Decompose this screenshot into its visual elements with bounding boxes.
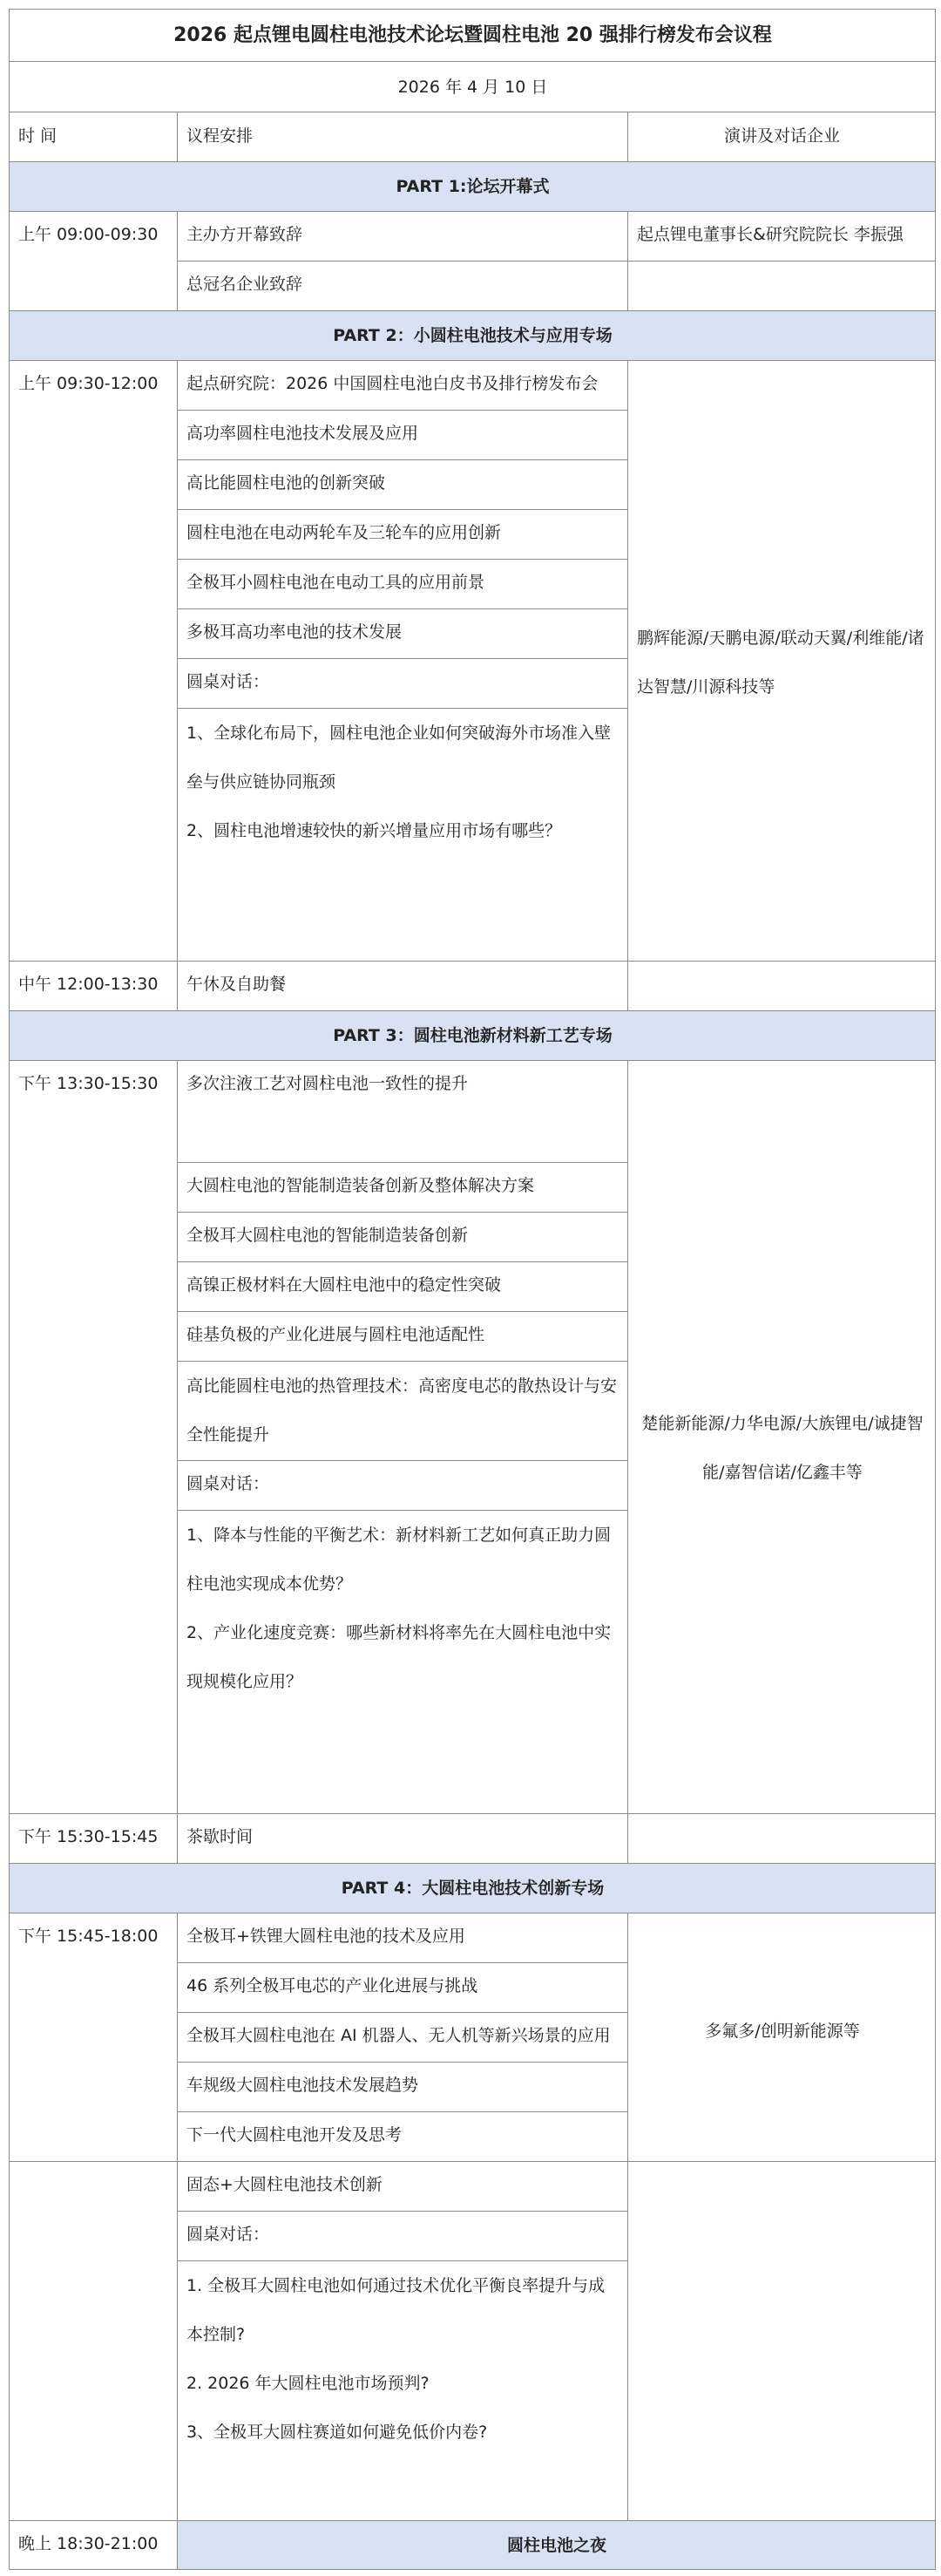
empty-cell [627, 2161, 936, 2520]
part4-title: PART 4：大圆柱电池技术创新专场 [9, 1863, 936, 1913]
part1-title: PART 1:论坛开幕式 [9, 161, 936, 211]
agenda-item: 全极耳小圆柱电池在电动工具的应用前景 [177, 559, 627, 608]
agenda-item: 起点研究院：2026 中国圆柱电池白皮书及排行榜发布会 [177, 360, 627, 410]
agenda-item: 固态+大圆柱电池技术创新 [177, 2161, 627, 2211]
roundtable-question: 2. 2026 年大圆柱电池市场预判? [186, 2374, 430, 2393]
roundtable-label: 圆桌对话： [177, 2211, 627, 2260]
header-speakers: 演讲及对话企业 [627, 112, 936, 161]
agenda-item: 高镍正极材料在大圆柱电池中的稳定性突破 [177, 1261, 627, 1311]
agenda-item: 大圆柱电池的智能制造装备创新及整体解决方案 [177, 1162, 627, 1212]
evening-label: 圆柱电池之夜 [177, 2520, 936, 2570]
agenda-item: 主办方开幕致辞 [177, 211, 627, 261]
roundtable-label: 圆桌对话： [177, 1460, 627, 1510]
header-time: 时 间 [9, 112, 177, 161]
part3-speakers: 楚能新能源/力华电源/大族锂电/诚捷智能/嘉智信诺/亿鑫丰等 [641, 1414, 924, 1482]
empty-cell [627, 961, 936, 1010]
roundtable-label: 圆桌对话： [177, 658, 627, 708]
empty-cell [627, 261, 936, 310]
agenda-item: 下一代大圆柱电池开发及思考 [177, 2111, 627, 2161]
tea-time: 下午 15:30-15:45 [9, 1813, 177, 1863]
part2-speakers: 鹏辉能源/天鹏电源/联动天翼/利维能/诸达智慧/川源科技等 [637, 629, 924, 697]
roundtable-question: 3、全极耳大圆柱赛道如何避免低价内卷? [186, 2423, 488, 2442]
roundtable-questions [177, 708, 627, 961]
header-agenda: 议程安排 [177, 112, 627, 161]
roundtable-question: 1. 全极耳大圆柱电池如何通过技术优化平衡良率提升与成本控制? [186, 2276, 606, 2344]
agenda-item: 全极耳+铁锂大圆柱电池的技术及应用 [177, 1913, 627, 1962]
agenda-item: 46 系列全极耳电芯的产业化进展与挑战 [177, 1962, 627, 2012]
roundtable-question: 1、全球化布局下，圆柱电池企业如何突破海外市场准入壁垒与供应链协同瓶颈 [186, 724, 612, 792]
part3-title: PART 3：圆柱电池新材料新工艺专场 [9, 1010, 936, 1060]
agenda-item: 多次注液工艺对圆柱电池一致性的提升 [177, 1060, 627, 1162]
part4-speakers-cell [627, 1913, 936, 2161]
roundtable-question: 2、产业化速度竞赛：哪些新材料将率先在大圆柱电池中实现规模化应用？ [186, 1623, 612, 1691]
agenda-item: 高功率圆柱电池技术发展及应用 [177, 410, 627, 459]
roundtable-questions [177, 1510, 627, 1813]
agenda-item: 高比能圆柱电池的创新突破 [177, 459, 627, 509]
part4-speakers: 多氟多/创明新能源等 [705, 2022, 860, 2041]
lunch-time: 中午 12:00-13:30 [9, 961, 177, 1010]
part2-title: PART 2：小圆柱电池技术与应用专场 [9, 310, 936, 360]
empty-cell [627, 1813, 936, 1863]
agenda-item: 多极耳高功率电池的技术发展 [177, 608, 627, 658]
part4-time: 下午 15:45-18:00 [9, 1913, 177, 2161]
agenda-item: 全极耳大圆柱电池在 AI 机器人、无人机等新兴场景的应用 [177, 2012, 627, 2062]
roundtable-questions [177, 2260, 627, 2520]
roundtable-question: 2、圆柱电池增速较快的新兴增量应用市场有哪些？ [186, 821, 562, 840]
lunch-label: 午休及自助餐 [177, 961, 627, 1010]
part1-time: 上午 09:00-09:30 [9, 211, 177, 310]
tea-label: 茶歇时间 [177, 1813, 627, 1863]
evening-time: 晚上 18:30-21:00 [9, 2520, 177, 2570]
agenda-title: 2026 起点锂电圆柱电池技术论坛暨圆柱电池 20 强排行榜发布会议程 [9, 9, 936, 61]
agenda-item: 圆柱电池在电动两轮车及三轮车的应用创新 [177, 509, 627, 559]
agenda-item: 总冠名企业致辞 [177, 261, 627, 310]
part2-speakers-cell [627, 360, 936, 961]
agenda-table [9, 9, 936, 2570]
agenda-date: 2026 年 4 月 10 日 [9, 61, 936, 112]
agenda-item: 全极耳大圆柱电池的智能制造装备创新 [177, 1212, 627, 1261]
agenda-item: 车规级大圆柱电池技术发展趋势 [177, 2062, 627, 2111]
part3-time: 下午 13:30-15:30 [9, 1060, 177, 1813]
agenda-item: 硅基负极的产业化进展与圆柱电池适配性 [177, 1311, 627, 1361]
agenda-item: 高比能圆柱电池的热管理技术：高密度电芯的散热设计与安全性能提升 [177, 1361, 627, 1460]
part3-speakers-cell [627, 1060, 936, 1813]
part2-time: 上午 09:30-12:00 [9, 360, 177, 961]
roundtable-question: 1、降本与性能的平衡艺术：新材料新工艺如何真正助力圆柱电池实现成本优势？ [186, 1526, 612, 1594]
part1-speaker: 起点锂电董事长&研究院院长 李振强 [627, 211, 936, 261]
empty-cell [9, 2161, 177, 2520]
